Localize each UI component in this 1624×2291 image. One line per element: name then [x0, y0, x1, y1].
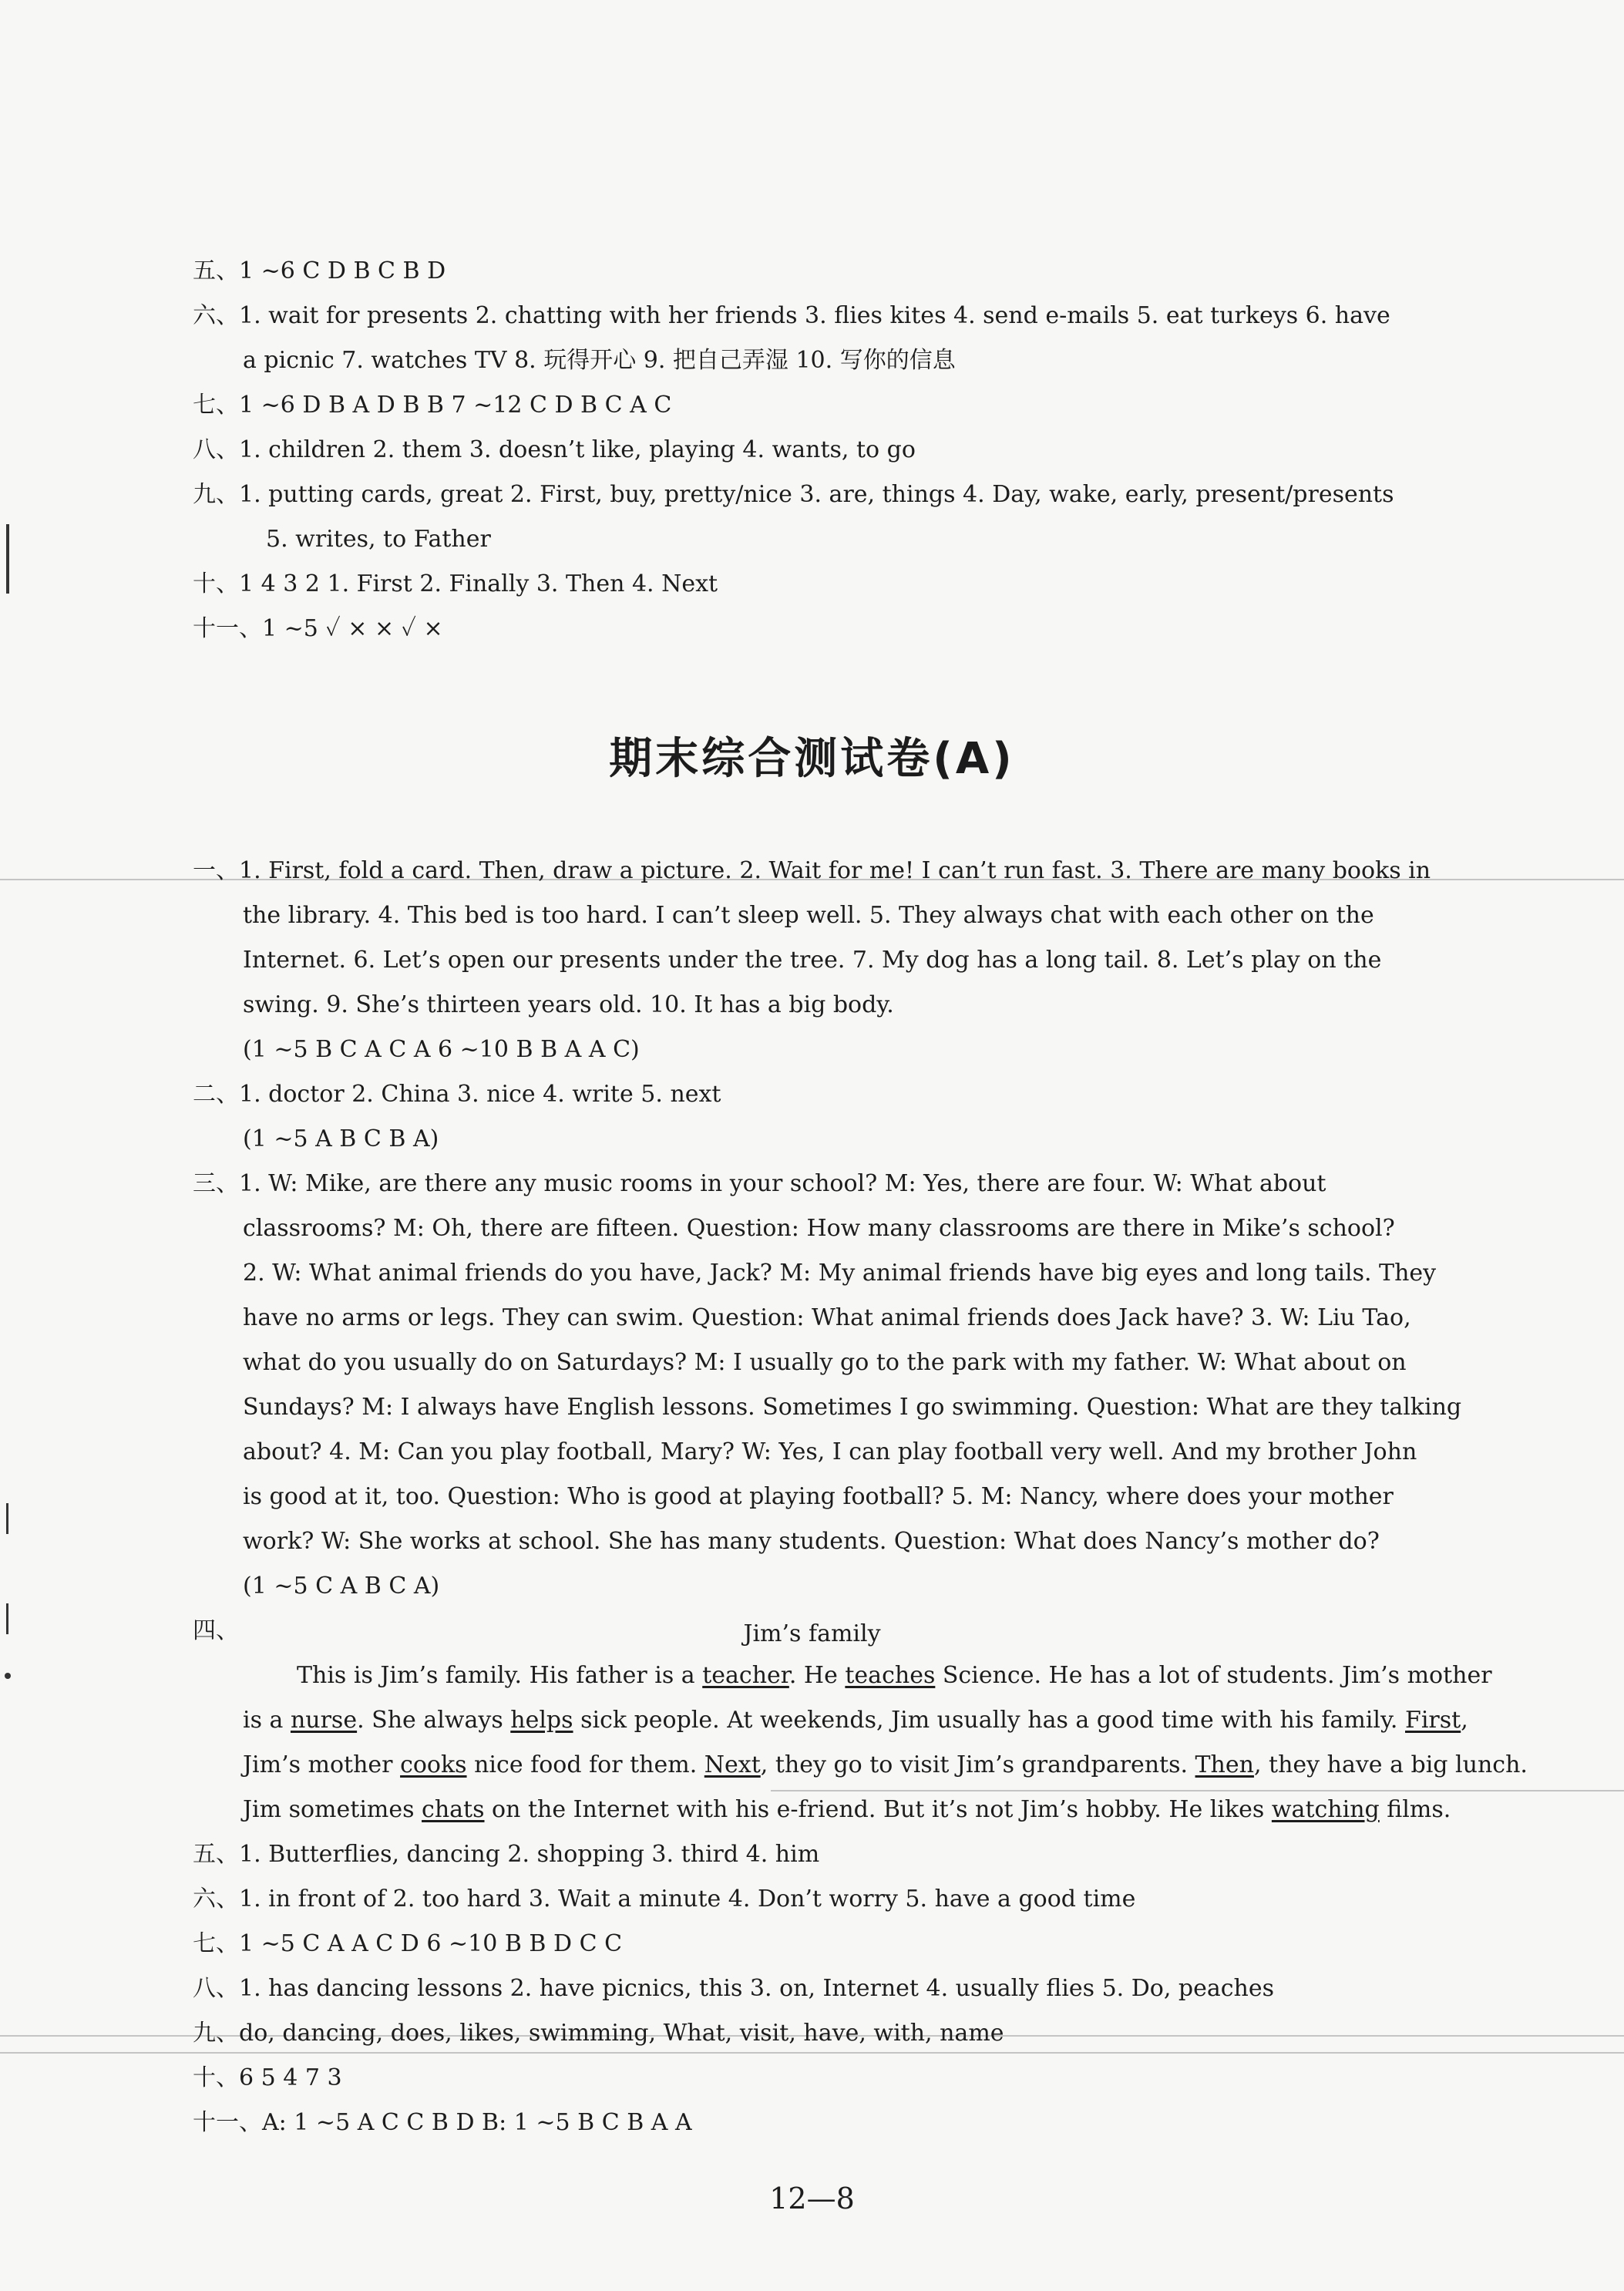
section-1-line: the library. 4. This bed is too hard. I can’t sleep well. 5. They always chat with each other on the	[243, 902, 1374, 929]
answer-line-5: 五、1 ~6 C D B C B D	[193, 257, 446, 284]
passage-title: Jim’s family	[743, 1620, 881, 1647]
section-3-line: 2. W: What animal friends do you have, Jack? M: My animal friends have big eyes and long tails. They	[243, 1260, 1437, 1287]
scan-mark	[6, 1503, 8, 1534]
answer-line-11b: 十一、A: 1 ~5 A C C B D B: 1 ~5 B C B A A	[193, 2109, 692, 2136]
passage-line: Jim’s mother cooks nice food for them. Next, they go to visit Jim’s grandparents. Then, they have a big lunch.	[243, 1751, 1528, 1778]
scan-line	[771, 1790, 1624, 1791]
section-2-answers: (1 ~5 A B C B A)	[243, 1125, 439, 1152]
answer-line-7: 七、1 ~6 D B A D B B 7 ~12 C D B C A C	[193, 392, 672, 419]
section-1-line: Internet. 6. Let’s open our presents under the tree. 7. My dog has a long tail. 8. Let’s play on the	[243, 947, 1382, 974]
answer-line-7b: 七、1 ~5 C A A C D 6 ~10 B B D C C	[193, 1930, 623, 1957]
answer-line-9b: 九、do, dancing, does, likes, swimming, What, visit, have, with, name	[193, 2020, 1004, 2047]
page-title: 期末综合测试卷(A)	[609, 734, 1015, 784]
section-3-line: about? 4. M: Can you play football, Mary? W: Yes, I can play football very well. And my brother John	[243, 1438, 1417, 1465]
answer-line-11: 十一、1 ~5 ✓ × × ✓ ×	[193, 615, 443, 642]
passage-line: This is Jim’s family. His father is a teacher. He teaches Science. He has a lot of students. Jim’s mother	[297, 1662, 1492, 1689]
answer-line-9: 九、1. putting cards, great 2. First, buy, pretty/nice 3. are, things 4. Day, wake, early, present/presents	[193, 481, 1394, 508]
answer-line-9-cont: 5. writes, to Father	[266, 526, 491, 553]
section-4-number: 四、	[193, 1617, 239, 1644]
section-3-line: classrooms? M: Oh, there are fifteen. Question: How many classrooms are there in Mike’s school?	[243, 1215, 1395, 1242]
scan-mark	[5, 1673, 11, 1679]
section-3-line: is good at it, too. Question: Who is good at playing football? 5. M: Nancy, where does your mother	[243, 1483, 1394, 1510]
passage-line: is a nurse. She always helps sick people. At weekends, Jim usually has a good time with his family. First,	[243, 1707, 1468, 1734]
section-1-line: swing. 9. She’s thirteen years old. 10. It has a big body.	[243, 991, 894, 1018]
answer-line-6: 六、1. wait for presents 2. chatting with her friends 3. flies kites 4. send e-mails 5. eat turkeys 6. have	[193, 302, 1390, 329]
scan-mark	[6, 524, 9, 594]
section-3-line: work? W: She works at school. She has many students. Question: What does Nancy’s mother do?	[243, 1528, 1380, 1555]
section-3-line: Sundays? M: I always have English lessons. Sometimes I go swimming. Question: What are they talking	[243, 1394, 1462, 1421]
answer-line-5b: 五、1. Butterflies, dancing 2. shopping 3. third 4. him	[193, 1841, 820, 1868]
scan-line	[0, 2052, 1624, 2054]
page-number: 12—8	[769, 2182, 855, 2215]
passage-line: Jim sometimes chats on the Internet with his e-friend. But it’s not Jim’s hobby. He likes watching films.	[243, 1796, 1451, 1823]
answer-line-10: 十、1 4 3 2 1. First 2. Finally 3. Then 4. Next	[193, 570, 718, 597]
answer-line-10b: 十、6 5 4 7 3	[193, 2064, 342, 2091]
section-3-answers: (1 ~5 C A B C A)	[243, 1573, 440, 1600]
answer-line-6b: 六、1. in front of 2. too hard 3. Wait a minute 4. Don’t worry 5. have a good time	[193, 1886, 1136, 1913]
section-1-answers: (1 ~5 B C A C A 6 ~10 B B A A C)	[243, 1036, 640, 1063]
section-3-line: 三、1. W: Mike, are there any music rooms in your school? M: Yes, there are four. W: What about	[193, 1170, 1326, 1197]
section-2-line: 二、1. doctor 2. China 3. nice 4. write 5. next	[193, 1081, 721, 1108]
answer-line-8b: 八、1. has dancing lessons 2. have picnics, this 3. on, Internet 4. usually flies 5. Do, peaches	[193, 1975, 1275, 2002]
answer-line-6-cont: a picnic 7. watches TV 8. 玩得开心 9. 把自己弄湿 10. 写你的信息	[243, 347, 956, 374]
section-3-line: have no arms or legs. They can swim. Question: What animal friends does Jack have? 3. W: Liu Tao,	[243, 1304, 1411, 1331]
section-1-line: 一、1. First, fold a card. Then, draw a picture. 2. Wait for me! I can’t run fast. 3. There are many books in	[193, 857, 1431, 884]
answer-line-8: 八、1. children 2. them 3. doesn’t like, playing 4. wants, to go	[193, 436, 916, 463]
section-3-line: what do you usually do on Saturdays? M: I usually go to the park with my father. W: What about on	[243, 1349, 1407, 1376]
